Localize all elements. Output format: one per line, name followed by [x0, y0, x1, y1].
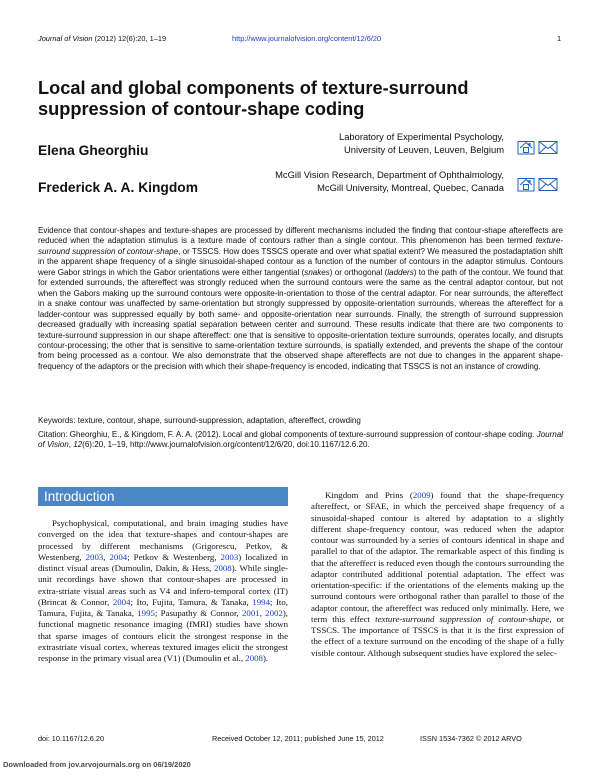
ref-link[interactable]: 1994: [252, 596, 270, 607]
journal-name: Journal of Vision: [38, 34, 93, 43]
download-notice: Downloaded from jov.arvojournals.org on 06/19/2020: [3, 760, 191, 769]
ref-link[interactable]: 1995: [137, 608, 155, 618]
footer-received: Received October 12, 2011; published June 15, 2012: [212, 734, 384, 743]
ref-link[interactable]: 2009: [412, 490, 431, 500]
homepage-icon[interactable]: [517, 176, 535, 192]
header-url-link[interactable]: http://www.journalofvision.org/content/12/6/20: [232, 34, 382, 43]
homepage-icon[interactable]: [517, 139, 535, 155]
ref-link[interactable]: 2003: [85, 551, 104, 562]
email-icon[interactable]: [538, 139, 558, 155]
abstract: Evidence that contour-shapes and texture-shapes are processed by different mechanisms included the finding that contour-shape aftereffects are reduced when the adaptation stimulus is a texture made of contours rather than a single contour. This phenomenon has been termed texture-surround suppression of contour-shape, or TSSCS. How does TSSCS operate and over what spatial extent? We measured the postadaptation shift in the apparent shape frequency of a single sinusoidal-shaped contour as a function of the number of contours in the adaptor stimulus. Contours were Gabor strings in which the Gabor orientations were either tangential (snakes) or orthogonal (ladders) to the path of the contour. We found that for extended surrounds, the aftereffect was strongly reduced when the surround contours were the same as the central adaptor contour, but not when the Gabors making up the surround contours were opposite-in-orientation to those of the central adaptor. For near surrounds, the aftereffect in a snake contour was unaffected by same-orientation but strongly suppressed by opposite-orientation surrounds, whereas the aftereffect for a ladder-contour was suppressed equally by both same- and opposite-orientation near surrounds. Finally, the strength of surround suppression decreased gradually with increasing spatial separation between center and surround. These results indicate that there are two components to texture-surround suppression in our shape aftereffect: one that is sensitive to opposite-orientation texture surrounds, operates locally, and disrupts contour-processing; the other that is sensitive to same-orientation texture surrounds, is spatially extended, and prevents the shape of the contour from being processed as a contour. We also demonstrate that the observed shape aftereffects are not due to changes in the apparent shape-frequency of the adaptors or the precision with which their shape-frequency is encoded, indicating that TSSCS is not an instance of crowding.: [38, 226, 563, 371]
affiliation-line: McGill University, Montreal, Quebec, Canada: [317, 181, 504, 193]
ref-link[interactable]: 2008: [214, 563, 232, 573]
author-affiliation-1: [339, 131, 504, 156]
author-affiliation-2: [275, 169, 504, 194]
footer-issn: ISSN 1534-7362 © 2012 ARVO: [420, 734, 522, 743]
email-icon[interactable]: [538, 176, 558, 192]
author-icons-2: [517, 176, 558, 192]
ref-link[interactable]: 2004: [109, 551, 128, 562]
section-heading: Introduction: [44, 489, 115, 504]
affiliation-line: University of Leuven, Leuven, Belgium: [344, 143, 504, 155]
body-column-right: [311, 490, 564, 659]
ref-link[interactable]: 2001: [242, 608, 260, 618]
term-italic: texture-surround suppression of contour-shape: [38, 236, 563, 256]
ref-link[interactable]: 2002: [265, 608, 283, 618]
author-name-1: Elena Gheorghiu: [38, 143, 149, 158]
page-number: 1: [557, 34, 562, 43]
affiliation-line: McGill Vision Research, Department of Ophthalmology,: [275, 169, 504, 180]
author-icons-1: [517, 139, 558, 155]
body-column-left: [38, 518, 288, 664]
header-citation: (2012) 12(6):20, 1–19: [94, 34, 167, 43]
running-header: [38, 34, 166, 43]
ref-link[interactable]: 2003: [220, 551, 239, 562]
author-name-2: Frederick A. A. Kingdom: [38, 180, 198, 195]
keywords: Keywords: texture, contour, shape, surround-suppression, adaptation, aftereffect, crowding: [38, 416, 361, 425]
paper-title: Local and global components of texture-surround suppression of contour-shape coding: [38, 78, 469, 119]
footer-doi: doi: 10.1167/12.6.20: [38, 734, 104, 743]
ref-link[interactable]: 2008: [245, 653, 263, 663]
paragraph: Kingdom and Prins (2009) found that the shape-frequency aftereffect, or SFAE, in which the perceived shape frequency of a sinusoidal-shaped contour is altered by adaptation to a slightly different shape-frequency contour, was reduced when the adaptor contour was surrounded by a series of contours identical in shape and parallel to that of the adaptor. The remarkable aspect of this finding is that the aftereffect is reduced even though the contours surrounding the adaptor contributed additional potential adaptation. The effect was orientation-specific: if the orientations of the elements making up the surround contours were orthogonal rather than parallel to those of the adaptor contour, the aftereffect was reduced only minimally. Here, we term this effect texture-surround suppression of contour-shape, or TSSCS. The importance of TSSCS is that it is the first expression of the effect of a texture surround on the encoding of the shape of a fully visible contour. Although subsequent studies have explored the selec-: [311, 490, 564, 658]
paragraph: Psychophysical, computational, and brain imaging studies have converged on the idea that texture-shapes and contour-shapes are processed by different mechanisms (Grigorescu, Petkov, & Westenberg, 2003, 2004; Petkov & Westenberg, 2003) localized in distinct visual areas (Dumoulin, Dakin, & Hess, 2008). While single-unit recordings have shown that contour-shapes are processed in extra-striate visual areas such as V4 and infero-temporal cortex (IT) (Brincat & Connor, 2004; Ito, Fujita, Tamura, & Tanaka, 1994; Ito, Tamura, Fujita, & Tanaka, 1995; Pasupathy & Connor, 2001, 2002), functional magnetic resonance imaging (fMRI) studies have shown that sparse images of contours elicit the strongest response in the extrastriate visual cortex, whereas textured images elicit the strongest response in the primary visual area (V1) (Dumoulin et al., 2008).: [38, 518, 289, 663]
ref-link[interactable]: 2004: [112, 596, 131, 607]
affiliation-line: Laboratory of Experimental Psychology,: [338, 131, 504, 142]
citation: Citation: Gheorghiu, E., & Kingdom, F. A. A. (2012). Local and global components of texture-surround suppression of contour-shape coding. Journal of Vision, 12(6):20, 1–19, http://www.journalofvision.org/content/12/6/20, doi:10.1167/12.6.20.: [38, 430, 563, 450]
